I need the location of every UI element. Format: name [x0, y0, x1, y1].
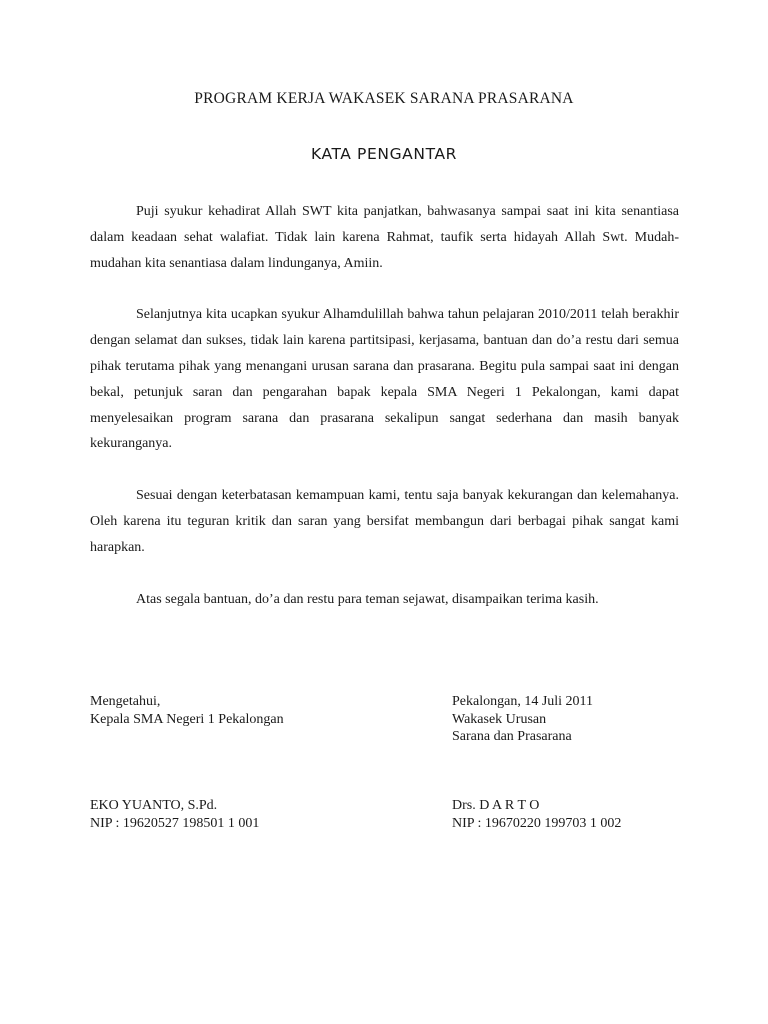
section-title: KATA PENGANTAR: [310, 145, 458, 163]
signature-block-right-name: [452, 797, 621, 832]
document-title: PROGRAM KERJA WAKASEK SARANA PRASARANA: [194, 90, 574, 107]
principal-name: EKO YUANTO, S.Pd.: [90, 798, 218, 813]
place-date: Pekalongan, 14 Juli 2011: [452, 694, 594, 709]
paragraph-closing: Atas segala bantuan, do’a dan restu para teman sejawat, disampaikan terima kasih.: [136, 591, 599, 607]
paragraph-limitations: Sesuai dengan keterbatasan kemampuan kami, tentu saja banyak kekurangan dan kelemahanya. Oleh karena itu teguran kritik dan saran yang bersifat membangun dari berbagai pihak sangat kami harapkan.: [90, 488, 679, 555]
signature-block-right-header: [452, 693, 593, 746]
principal-nip: NIP : 19620527 198501 1 001: [90, 815, 260, 831]
vice-principal-position: Wakasek Urusan: [452, 711, 547, 727]
body-text: [90, 199, 679, 612]
signature-block-left-name: [90, 797, 259, 832]
paragraph-gratitude: Selanjutnya kita ucapkan syukur Alhamdulillah bahwa tahun pelajaran 2010/2011 telah berakhir dengan selamat dan sukses, tidak lain karena partitsipasi, kerjasama, bantuan dan do’a restu dari semua pihak terutama pihak yang menangani urusan sarana dan prasarana. Begitu pula sampai saat ini dengan bekal, petunjuk saran dan pengarahan bapak kepala SMA Negeri 1 Pekalongan, kami dapat menyelesaikan program sarana dan prasarana sekalipun sangat sederhana dan masih banyak kekuranganya.: [90, 307, 679, 452]
vice-principal-name: Drs. D A R T O: [452, 798, 540, 813]
vice-principal-nip: NIP : 19670220 199703 1 002: [452, 815, 622, 831]
principal-position: Kepala SMA Negeri 1 Pekalongan: [90, 711, 284, 727]
signature-block-left-header: [90, 693, 284, 728]
vice-principal-department: Sarana dan Prasarana: [452, 729, 572, 744]
paragraph-opening: Puji syukur kehadirat Allah SWT kita panjatkan, bahwasanya sampai saat ini kita senantiasa dalam keadaan sehat walafiat. Tidak lain karena Rahmat, taufik serta hidayah Allah Swt. Mudah-mudahan kita senantiasa dalam lindunganya, Amiin.: [90, 204, 679, 271]
acknowledgement-label: Mengetahui,: [90, 694, 161, 709]
